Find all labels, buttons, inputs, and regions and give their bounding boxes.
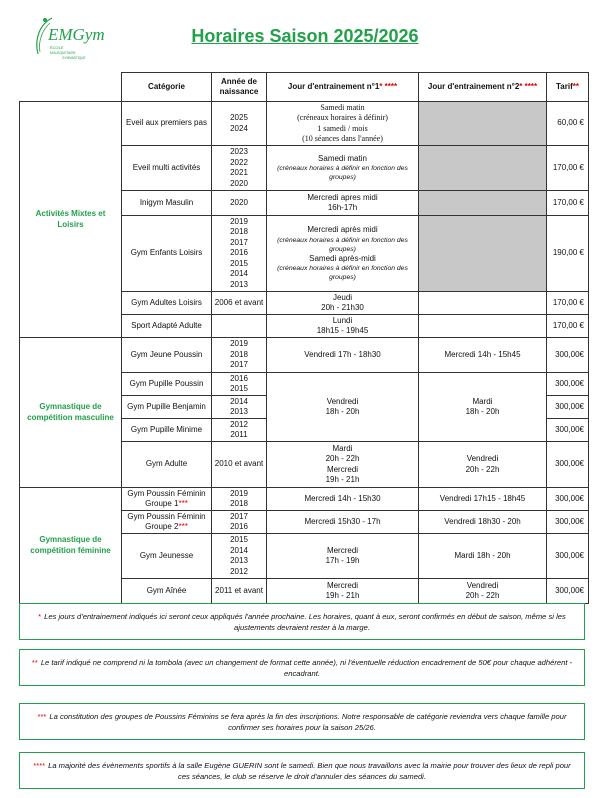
- category-cell: Sport Adapté Adulte: [122, 315, 212, 338]
- category-cell: Gym Enfants Loisirs: [122, 216, 212, 292]
- footnote-4: **** La majorité des évènements sportifs à la salle Eugène GUERIN sont le samedi. Bien que nous travaillons avec la mairie pour trouver des lieux de repli pour ces séances, le club se réserve le droit d'annuler des séances du samedi.: [19, 752, 585, 789]
- tarif-cell: 300,00€: [547, 534, 589, 579]
- jour2-cell: Vendredi 17h15 - 18h45: [419, 488, 547, 511]
- jour1-cell: Lundi 18h15 - 19h45: [267, 315, 419, 338]
- years-cell: 2020: [212, 191, 267, 216]
- header-naissance: Année de naissance: [212, 73, 267, 102]
- years-cell: 2019 2018: [212, 488, 267, 511]
- svg-text:GYMNASTIQUE: GYMNASTIQUE: [62, 56, 86, 60]
- tarif-cell: 300,00€: [547, 396, 589, 419]
- svg-text:ÉCOLE: ÉCOLE: [50, 45, 64, 50]
- svg-text:MOUSQUETAIRE: MOUSQUETAIRE: [50, 51, 76, 55]
- tarif-cell: 190,00 €: [547, 216, 589, 292]
- category-cell: Gym Pupille Minime: [122, 419, 212, 442]
- jour2-cell: Vendredi 20h - 22h: [419, 442, 547, 488]
- group-mixtes: Activités Mixtes et Loisirs: [20, 102, 122, 338]
- jour2-cell: Mardi 18h - 20h: [419, 373, 547, 442]
- years-cell: 2019 2018 2017 2016 2015 2014 2013: [212, 216, 267, 292]
- jour2-cell-empty: [419, 292, 547, 315]
- tarif-cell: 60,00 €: [547, 102, 589, 146]
- group-masculine: Gymnastique de compétition masculine: [20, 338, 122, 488]
- category-cell: Gym Pupille Poussin: [122, 373, 212, 396]
- years-cell: 2016 2015: [212, 373, 267, 396]
- svg-text:EMGym: EMGym: [48, 25, 105, 44]
- category-cell: Gym Jeune Poussin: [122, 338, 212, 373]
- club-logo: [30, 14, 125, 64]
- header-categorie: Catégorie: [122, 73, 212, 102]
- tarif-cell: 300,00€: [547, 488, 589, 511]
- jour2-cell: Vendredi 20h - 22h: [419, 579, 547, 604]
- jour2-cell-empty: [419, 315, 547, 338]
- jour1-cell: Jeudi 20h - 21h30: [267, 292, 419, 315]
- years-cell: 2010 et avant: [212, 442, 267, 488]
- jour1-cell: Mercredi 19h - 21h: [267, 579, 419, 604]
- header-tarif: Tarif**: [547, 73, 589, 102]
- category-cell: Gym Pupille Benjamin: [122, 396, 212, 419]
- jour1-cell: Mercredi 17h - 19h: [267, 534, 419, 579]
- tarif-cell: 300,00€: [547, 579, 589, 604]
- category-cell: Eveil aux premiers pas: [122, 102, 212, 146]
- footnote-2: ** Le tarif indiqué ne comprend ni la tombola (avec un changement de format cette année), ni l'éventuelle réduction encadrement de 50€ pour chaque adhérent - encadrant.: [19, 649, 585, 686]
- tarif-cell: 170,00 €: [547, 315, 589, 338]
- tarif-cell: 300,00€: [547, 442, 589, 488]
- header-jour1: Jour d'entrainement n°1* ****: [267, 73, 419, 102]
- tarif-cell: 300,00€: [547, 419, 589, 442]
- years-cell: 2006 et avant: [212, 292, 267, 315]
- tarif-cell: 170,00 €: [547, 146, 589, 191]
- tarif-cell: 170,00 €: [547, 191, 589, 216]
- category-cell: Gym Adultes Loisirs: [122, 292, 212, 315]
- header-row: [20, 73, 589, 102]
- jour2-cell-empty: [419, 102, 547, 146]
- table-row: [20, 338, 589, 373]
- footnote-3: *** La constitution des groupes de Poussins Féminins se fera après la fin des inscriptions. Notre responsable de catégorie reviendra vers chaque famille pour confirmer ses horaires pour la saison 25/26.: [19, 703, 585, 740]
- jour2-cell-empty: [419, 216, 547, 292]
- years-cell: 2011 et avant: [212, 579, 267, 604]
- years-cell: 2014 2013: [212, 396, 267, 419]
- header-jour2: Jour d'entrainement n°2* ****: [419, 73, 547, 102]
- years-cell: 2012 2011: [212, 419, 267, 442]
- page-title: Horaires Saison 2025/2026: [191, 26, 419, 46]
- jour2-cell: Mardi 18h - 20h: [419, 534, 547, 579]
- jour1-cell: Mercredi après midi (créneaux horaires à définir en fonction des groupes) Samedi après-midi (créneaux horaires à définir en fonction des groupes): [267, 216, 419, 292]
- years-cell: [212, 315, 267, 338]
- jour1-cell: Vendredi 18h - 20h: [267, 373, 419, 442]
- tarif-cell: 170,00 €: [547, 292, 589, 315]
- category-cell: Inigym Masulin: [122, 191, 212, 216]
- jour1-cell: Vendredi 17h - 18h30: [267, 338, 419, 373]
- jour1-cell: Mercredi apres midi 16h-17h: [267, 191, 419, 216]
- table-row: [20, 102, 589, 146]
- years-cell: 2023 2022 2021 2020: [212, 146, 267, 191]
- jour1-cell: Mercredi 15h30 - 17h: [267, 511, 419, 534]
- jour1-cell: Mercredi 14h - 15h30: [267, 488, 419, 511]
- category-cell: Gym Adulte: [122, 442, 212, 488]
- tarif-cell: 300,00€: [547, 338, 589, 373]
- jour2-cell-empty: [419, 146, 547, 191]
- jour2-cell-empty: [419, 191, 547, 216]
- years-cell: 2017 2016: [212, 511, 267, 534]
- footnote-1: * Les jours d'entrainement indiqués ici seront ceux appliqués l'année prochaine. Les horaires, quant à eux, seront confirmés en début de saison, même si les ajustements devraient rester à la marge.: [19, 603, 585, 640]
- jour2-cell: Vendredi 18h30 - 20h: [419, 511, 547, 534]
- jour1-cell: Samedi matin (créneaux horaires à définir en fonction des groupes): [267, 146, 419, 191]
- years-cell: 2019 2018 2017: [212, 338, 267, 373]
- table-row: [20, 488, 589, 511]
- years-cell: 2025 2024: [212, 102, 267, 146]
- schedule-table: [19, 72, 589, 604]
- category-cell: Gym Aînée: [122, 579, 212, 604]
- category-cell: Gym Jeunesse: [122, 534, 212, 579]
- category-cell: Gym Poussin Féminin Groupe 1***: [122, 488, 212, 511]
- group-feminine: Gymnastique de compétition féminine: [20, 488, 122, 604]
- jour1-cell: Samedi matin (créneaux horaires à définir) 1 samedi / mois (10 séances dans l'année): [267, 102, 419, 146]
- tarif-cell: 300,00€: [547, 373, 589, 396]
- years-cell: 2015 2014 2013 2012: [212, 534, 267, 579]
- jour2-cell: Mercredi 14h - 15h45: [419, 338, 547, 373]
- jour1-cell: Mardi 20h - 22h Mercredi 19h - 21h: [267, 442, 419, 488]
- tarif-cell: 300,00€: [547, 511, 589, 534]
- category-cell: Eveil multi activités: [122, 146, 212, 191]
- category-cell: Gym Poussin Féminin Groupe 2***: [122, 511, 212, 534]
